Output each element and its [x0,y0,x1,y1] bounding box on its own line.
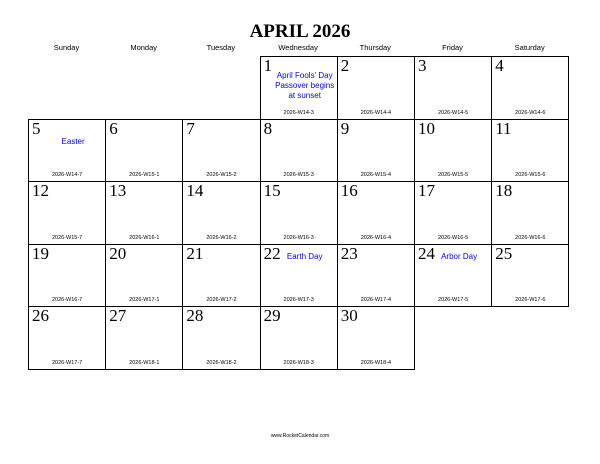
day-cell[interactable] [182,119,260,183]
day-number: 24 [418,243,435,263]
iso-week-label: 2026-W16-1 [129,234,160,241]
weekday-thursday: Thursday [359,43,391,52]
day-number: 7 [186,118,195,138]
weekday-sunday: Sunday [53,43,80,52]
day-number: 6 [109,118,118,138]
iso-week-label: 2026-W18-1 [129,359,160,366]
day-cell[interactable] [182,181,260,245]
day-cell[interactable] [260,244,338,308]
day-number: 30 [340,306,358,325]
day-number: 22 [263,243,281,263]
day-cell[interactable] [337,56,415,120]
day-cell[interactable] [491,56,569,120]
holiday-label: Easter [61,136,85,146]
holiday-label: Arbor Day [441,251,478,261]
iso-week-label: 2026-W17-7 [51,359,83,366]
iso-week-label: 2026-W14-3 [283,109,314,116]
weekday-monday: Monday [130,43,158,52]
day-number: 28 [186,306,204,325]
day-number: 27 [109,306,127,325]
iso-week-label: 2026-W15-1 [129,172,160,178]
day-number: 8 [263,118,273,138]
day-number: 29 [263,306,281,325]
day-number: 14 [186,181,204,200]
day-number: 21 [186,243,204,263]
iso-week-label: 2026-W16-6 [515,234,546,241]
iso-week-label: 2026-W17-6 [515,297,546,303]
iso-week-label: 2026-W16-5 [437,234,469,241]
iso-week-label: 2026-W15-3 [283,172,314,178]
day-cell[interactable] [414,119,492,183]
iso-week-label: 2026-W14-5 [437,109,469,116]
day-number: 3 [418,56,427,75]
day-cell[interactable] [491,119,569,183]
iso-week-label: 2026-W15-4 [360,172,392,178]
day-number: 4 [495,56,504,75]
weekday-wednesday: Wednesday [278,43,318,52]
weekday-friday: Friday [442,43,463,52]
iso-week-label: 2026-W14-4 [360,109,392,116]
calendar-title: APRIL 2026 [249,21,351,42]
day-cell[interactable] [337,181,415,245]
iso-week-label: 2026-W14-6 [515,109,546,116]
day-number: 12 [32,181,49,200]
iso-week-label: 2026-W16-3 [283,234,314,241]
iso-week-label: 2026-W15-5 [437,172,469,178]
day-cell[interactable] [260,56,338,120]
iso-week-label: 2026-W18-2 [206,359,237,366]
day-number: 20 [109,243,127,263]
day-number: 11 [495,118,512,138]
iso-week-label: 2026-W15-7 [51,234,83,241]
iso-week-label: 2026-W14-7 [51,172,83,178]
iso-week-label: 2026-W15-6 [515,172,546,178]
day-cell[interactable] [105,181,183,245]
day-number: 5 [32,118,41,138]
iso-week-label: 2026-W18-3 [283,359,314,366]
iso-week-label: 2026-W15-2 [206,172,237,178]
day-cell[interactable] [491,244,569,308]
day-number: 18 [495,181,513,200]
iso-week-label: 2026-W17-3 [283,297,314,303]
day-cell[interactable] [260,306,338,370]
holiday-label: Passover begins at sunset [275,81,335,100]
day-cell[interactable] [414,181,492,245]
iso-week-label: 2026-W16-7 [51,297,83,303]
day-cell[interactable] [28,181,106,245]
day-number: 23 [340,243,358,263]
day-number: 2 [340,56,350,75]
day-cell[interactable] [28,119,106,183]
iso-week-label: 2026-W18-4 [360,359,392,366]
day-cell[interactable] [414,56,492,120]
day-cell[interactable] [182,244,260,308]
day-cell[interactable] [28,306,106,370]
day-cell[interactable] [337,244,415,308]
day-number: 16 [340,181,358,200]
day-number: 1 [263,56,273,75]
day-number: 10 [418,118,435,138]
day-cell[interactable] [337,306,415,370]
holiday-label: April Fools' Day [276,71,333,80]
weekday-saturday: Saturday [514,43,545,52]
day-cell[interactable] [105,119,183,183]
holiday-label: Earth Day [286,251,323,261]
day-number: 17 [418,181,435,200]
day-cell[interactable] [105,244,183,308]
footer-url[interactable]: www.RocketCalendar.com [270,433,330,439]
weekday-tuesday: Tuesday [206,43,236,52]
day-cell[interactable] [491,181,569,245]
iso-week-label: 2026-W16-2 [206,234,237,241]
iso-week-label: 2026-W16-4 [360,234,392,241]
day-cell[interactable] [414,244,492,308]
iso-week-label: 2026-W17-1 [129,297,160,303]
day-cell[interactable] [105,306,183,370]
day-number: 26 [32,306,49,325]
day-number: 15 [263,181,281,200]
day-cell[interactable] [28,244,106,308]
iso-week-label: 2026-W17-4 [360,297,392,303]
day-cell[interactable] [182,306,260,370]
day-number: 25 [495,243,513,263]
iso-week-label: 2026-W17-5 [437,297,469,303]
day-cell[interactable] [337,119,415,183]
day-cell[interactable] [260,181,338,245]
day-number: 9 [340,118,350,138]
day-number: 19 [32,243,49,263]
day-number: 13 [109,181,127,200]
day-cell[interactable] [260,119,338,183]
iso-week-label: 2026-W17-2 [206,297,237,303]
